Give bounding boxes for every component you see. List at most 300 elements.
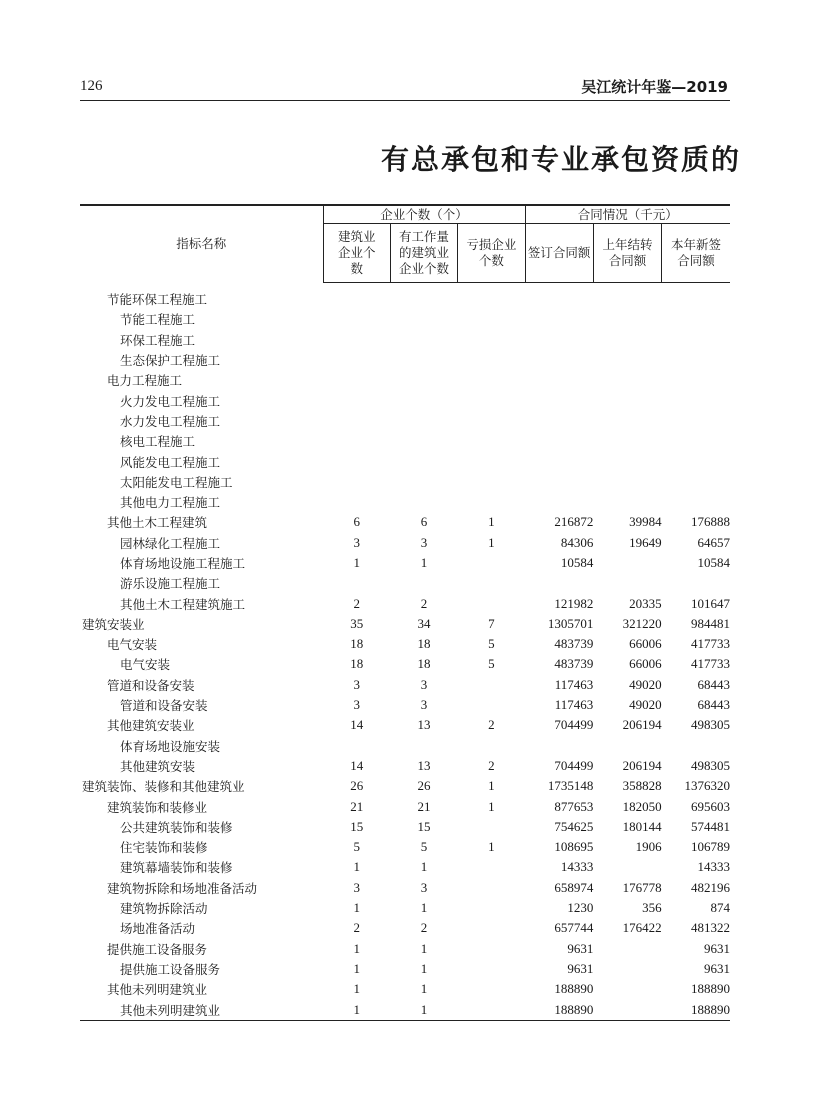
cell-construction-enterprises: 1 (323, 999, 390, 1020)
cell-new-this-year: 101647 (691, 595, 730, 611)
cell-construction-enterprises: 18 (350, 636, 364, 652)
cell-construction-enterprises: 3 (353, 879, 360, 895)
cell-signed-contracts: 188890 (554, 981, 594, 997)
cell-carried-over (593, 939, 661, 959)
header-new-this-year: 本年新签合同额 (662, 224, 730, 283)
cell-signed-contracts: 1305701 (547, 615, 594, 631)
cell-new-this-year: 498305 (691, 757, 730, 773)
cell-carried-over: 182050 (622, 798, 662, 814)
table-row (80, 979, 730, 999)
cell-construction-enterprises: 3 (353, 676, 360, 692)
cell-loss-making (458, 390, 525, 410)
cell-carried-over (593, 736, 661, 756)
cell-signed-contracts: 14333 (560, 859, 594, 875)
cell-signed-contracts (525, 451, 593, 471)
cell-with-workload (390, 492, 457, 512)
table-row (80, 776, 730, 796)
cell-construction-enterprises (323, 390, 390, 410)
table-row (80, 533, 730, 553)
row-indicator-name: 生态保护工程施工 (120, 353, 221, 369)
cell-with-workload: 3 (420, 879, 428, 895)
cell-carried-over (593, 999, 661, 1020)
cell-construction-enterprises: 2 (353, 920, 360, 936)
cell-carried-over (593, 370, 661, 390)
cell-loss-making: 1 (488, 534, 495, 550)
row-indicator-name: 体育场地设施工程施工 (120, 556, 246, 571)
cell-carried-over: 206194 (622, 717, 662, 733)
cell-loss-making (458, 309, 525, 329)
row-indicator-name: 游乐设施工程施工 (120, 576, 221, 592)
cell-signed-contracts (525, 330, 593, 350)
cell-construction-enterprises (323, 330, 390, 350)
cell-carried-over (593, 472, 661, 492)
cell-new-this-year (662, 330, 730, 350)
cell-new-this-year (662, 472, 730, 492)
header-construction-enterprises: 建筑业企业个数 (323, 224, 390, 283)
cell-loss-making: 2 (488, 717, 495, 733)
cell-carried-over (593, 350, 661, 370)
cell-new-this-year: 874 (710, 900, 730, 916)
row-indicator-name: 电气安装 (120, 657, 171, 673)
row-indicator-name: 管道和设备安装 (120, 698, 208, 714)
cell-construction-enterprises (323, 573, 390, 593)
table-row (80, 999, 730, 1020)
cell-with-workload: 6 (420, 514, 428, 530)
cell-carried-over (593, 979, 661, 999)
cell-loss-making (458, 370, 525, 390)
table-row (80, 472, 730, 492)
row-indicator-name: 建筑装饰、装修和其他建筑业 (82, 779, 245, 795)
cell-carried-over: 356 (642, 900, 662, 916)
table-row (80, 959, 730, 979)
cell-construction-enterprises: 1 (353, 859, 360, 875)
row-indicator-name: 体育场地设施安装 (120, 738, 221, 754)
row-indicator-name: 环保工程施工 (120, 332, 196, 348)
cell-with-workload (390, 411, 457, 431)
cell-construction-enterprises: 15 (350, 818, 364, 834)
table-row (80, 695, 730, 715)
table-row (80, 715, 730, 735)
cell-new-this-year: 481322 (691, 920, 730, 936)
cell-signed-contracts: 9631 (567, 940, 594, 956)
cell-new-this-year: 574481 (691, 818, 730, 834)
row-indicator-name: 提供施工设备服务 (107, 941, 208, 957)
cell-signed-contracts: 117463 (554, 697, 594, 713)
cell-new-this-year (662, 451, 730, 471)
cell-with-workload (390, 736, 457, 756)
cell-construction-enterprises: 1 (353, 981, 360, 997)
cell-with-workload (390, 472, 457, 492)
cell-carried-over (593, 309, 661, 329)
cell-loss-making: 2 (488, 757, 495, 773)
row-indicator-name: 场地准备活动 (120, 921, 196, 937)
cell-construction-enterprises (323, 472, 390, 492)
cell-signed-contracts: 754625 (554, 818, 594, 834)
cell-carried-over: 49020 (629, 676, 662, 692)
cell-construction-enterprises: 14 (350, 757, 364, 773)
cell-new-this-year: 176888 (691, 514, 730, 530)
cell-signed-contracts: 657744 (554, 920, 594, 936)
cell-construction-enterprises: 35 (350, 615, 364, 631)
cell-carried-over (593, 857, 661, 877)
header-rule (80, 100, 730, 101)
cell-new-this-year: 188890 (691, 981, 730, 997)
table-row (80, 411, 730, 431)
table-row (80, 796, 730, 816)
cell-carried-over (593, 390, 661, 410)
cell-construction-enterprises: 1 (353, 960, 360, 976)
cell-new-this-year (662, 431, 730, 451)
cell-loss-making (458, 283, 525, 310)
row-indicator-name: 其他未列明建筑业 (80, 999, 323, 1020)
cell-construction-enterprises: 6 (353, 514, 360, 530)
cell-carried-over: 39984 (629, 514, 662, 530)
cell-with-workload: 3 (420, 534, 428, 550)
cell-loss-making (458, 959, 525, 979)
row-indicator-name: 建筑物拆除活动 (120, 901, 208, 917)
cell-signed-contracts: 117463 (554, 676, 594, 692)
table-row (80, 756, 730, 776)
row-indicator-name: 其他建筑安装业 (107, 718, 195, 734)
cell-signed-contracts: 188890 (525, 999, 593, 1020)
cell-carried-over: 176422 (622, 920, 662, 936)
cell-new-this-year (662, 411, 730, 431)
row-indicator-name: 火力发电工程施工 (120, 393, 221, 409)
row-indicator-name: 建筑物拆除和场地准备活动 (107, 880, 258, 896)
cell-with-workload: 13 (417, 757, 431, 773)
row-indicator-name: 电力工程施工 (107, 373, 183, 389)
cell-carried-over (593, 283, 661, 310)
cell-signed-contracts: 9631 (567, 960, 594, 976)
cell-new-this-year: 9631 (704, 960, 730, 976)
cell-construction-enterprises (323, 370, 390, 390)
cell-with-workload: 1 (420, 940, 428, 956)
table-row (80, 614, 730, 634)
table-row (80, 593, 730, 613)
table-row (80, 309, 730, 329)
cell-carried-over: 66006 (629, 656, 662, 672)
cell-with-workload (390, 390, 457, 410)
header-group-contracts: 合同情况（千元） (525, 205, 730, 224)
row-indicator-name: 水力发电工程施工 (120, 413, 221, 429)
cell-construction-enterprises: 5 (353, 839, 360, 855)
cell-construction-enterprises: 26 (350, 778, 364, 794)
cell-with-workload: 2 (420, 920, 428, 936)
table-row (80, 330, 730, 350)
cell-carried-over: 206194 (622, 757, 662, 773)
row-indicator-name: 节能工程施工 (120, 312, 196, 328)
cell-construction-enterprises: 3 (353, 534, 360, 550)
cell-loss-making (458, 979, 525, 999)
table-row (80, 939, 730, 959)
cell-loss-making (458, 817, 525, 837)
row-indicator-name: 其他土木工程建筑 (107, 515, 208, 531)
cell-with-workload: 3 (420, 697, 428, 713)
cell-carried-over: 49020 (629, 697, 662, 713)
cell-loss-making (458, 573, 525, 593)
row-indicator-name: 管道和设备安装 (107, 677, 195, 693)
cell-signed-contracts: 704499 (554, 757, 594, 773)
cell-carried-over (593, 330, 661, 350)
cell-with-workload: 1 (420, 900, 428, 916)
row-indicator-name: 提供施工设备服务 (120, 961, 221, 977)
cell-with-workload: 1 (390, 999, 457, 1020)
cell-construction-enterprises (323, 283, 390, 310)
table-row (80, 817, 730, 837)
header-signed-contracts: 签订合同额 (525, 224, 593, 283)
cell-signed-contracts (525, 472, 593, 492)
cell-loss-making (458, 695, 525, 715)
cell-construction-enterprises: 18 (350, 656, 364, 672)
cell-construction-enterprises: 1 (353, 940, 360, 956)
page-title: 有总承包和专业承包资质的 (380, 143, 741, 176)
cell-carried-over: 358828 (622, 778, 662, 794)
cell-loss-making (458, 472, 525, 492)
table-body (80, 283, 730, 1021)
cell-new-this-year: 10584 (697, 555, 730, 570)
cell-with-workload: 21 (417, 798, 431, 814)
cell-construction-enterprises: 3 (353, 697, 360, 713)
header-group-enterprises: 企业个数（个） (323, 205, 525, 224)
cell-signed-contracts: 483739 (554, 636, 594, 652)
cell-loss-making (458, 939, 525, 959)
cell-loss-making (458, 492, 525, 512)
cell-with-workload (390, 283, 457, 310)
running-header: 吴江统计年鉴—2019 (581, 78, 728, 96)
cell-carried-over: 1906 (635, 839, 662, 855)
cell-loss-making (458, 593, 525, 613)
cell-with-workload (390, 451, 457, 471)
cell-with-workload: 1 (420, 960, 428, 976)
row-indicator-name: 建筑装饰和装修业 (107, 799, 208, 815)
cell-carried-over: 176778 (622, 879, 662, 895)
cell-construction-enterprises: 1 (353, 555, 360, 570)
table-row (80, 573, 730, 593)
cell-new-this-year: 9631 (704, 940, 730, 956)
cell-loss-making (458, 999, 525, 1020)
table-row (80, 512, 730, 532)
cell-with-workload (390, 350, 457, 370)
table-row (80, 837, 730, 857)
cell-loss-making: 1 (488, 798, 495, 814)
row-indicator-name: 建筑幕墙装饰和装修 (120, 860, 233, 876)
cell-construction-enterprises: 21 (350, 798, 364, 814)
cell-construction-enterprises (323, 309, 390, 329)
cell-carried-over (593, 492, 661, 512)
cell-with-workload (390, 370, 457, 390)
cell-signed-contracts (525, 492, 593, 512)
cell-new-this-year: 984481 (691, 615, 730, 631)
cell-signed-contracts (525, 431, 593, 451)
cell-construction-enterprises (323, 736, 390, 756)
cell-new-this-year: 482196 (691, 879, 730, 895)
cell-loss-making (458, 411, 525, 431)
cell-loss-making: 7 (488, 615, 495, 631)
table-row (80, 736, 730, 756)
cell-with-workload: 34 (417, 615, 431, 631)
cell-new-this-year: 68443 (697, 676, 730, 692)
row-indicator-name: 电气安装 (107, 637, 158, 653)
cell-new-this-year: 417733 (691, 636, 730, 652)
cell-loss-making (458, 857, 525, 877)
cell-carried-over: 19649 (629, 534, 662, 550)
cell-with-workload (390, 573, 457, 593)
row-indicator-name: 其他未列明建筑业 (107, 982, 208, 998)
cell-signed-contracts: 121982 (554, 595, 594, 611)
cell-with-workload: 1 (420, 981, 428, 997)
cell-carried-over (593, 959, 661, 979)
header-loss-making: 亏损企业个数 (458, 224, 525, 283)
table-row (80, 857, 730, 877)
cell-with-workload: 18 (417, 636, 431, 652)
statistics-table (80, 204, 730, 1021)
cell-construction-enterprises (323, 411, 390, 431)
cell-signed-contracts: 483739 (554, 656, 594, 672)
table-row (80, 283, 730, 310)
cell-signed-contracts (525, 573, 593, 593)
cell-signed-contracts (525, 309, 593, 329)
cell-new-this-year: 695603 (691, 798, 730, 814)
row-indicator-name: 公共建筑装饰和装修 (120, 819, 233, 835)
cell-signed-contracts (525, 736, 593, 756)
cell-signed-contracts (525, 390, 593, 410)
cell-carried-over: 20335 (629, 595, 662, 611)
cell-new-this-year: 68443 (697, 697, 730, 713)
cell-signed-contracts (525, 411, 593, 431)
cell-carried-over (593, 451, 661, 471)
header-with-workload: 有工作量的建筑业企业个数 (390, 224, 457, 283)
cell-loss-making (458, 898, 525, 918)
cell-with-workload (390, 309, 457, 329)
cell-with-workload: 5 (420, 839, 428, 855)
cell-with-workload (390, 431, 457, 451)
cell-with-workload: 26 (417, 778, 431, 794)
row-indicator-name: 其他建筑安装 (120, 758, 196, 774)
cell-loss-making: 1 (488, 839, 495, 855)
cell-new-this-year (662, 573, 730, 593)
cell-new-this-year: 64657 (697, 534, 730, 550)
cell-with-workload: 1 (420, 555, 428, 570)
cell-with-workload: 13 (417, 717, 431, 733)
row-indicator-name: 太阳能发电工程施工 (120, 474, 233, 490)
table-row (80, 654, 730, 674)
page-number: 126 (80, 78, 103, 94)
cell-signed-contracts: 704499 (554, 717, 594, 733)
cell-new-this-year (662, 390, 730, 410)
cell-carried-over: 66006 (629, 636, 662, 652)
cell-new-this-year (662, 736, 730, 756)
cell-signed-contracts: 84306 (560, 534, 594, 550)
cell-new-this-year (662, 283, 730, 310)
cell-construction-enterprises: 1 (353, 900, 360, 916)
cell-with-workload: 15 (417, 818, 431, 834)
table-row (80, 370, 730, 390)
cell-loss-making (458, 553, 525, 573)
cell-construction-enterprises (323, 431, 390, 451)
table-row (80, 675, 730, 695)
cell-loss-making: 1 (488, 514, 495, 530)
cell-signed-contracts: 1230 (567, 900, 594, 916)
table-row (80, 431, 730, 451)
cell-construction-enterprises (323, 492, 390, 512)
row-indicator-name: 建筑安装业 (82, 616, 145, 632)
row-indicator-name: 住宅装饰和装修 (120, 840, 208, 856)
cell-signed-contracts: 216872 (554, 514, 594, 530)
cell-signed-contracts: 108695 (554, 839, 594, 855)
cell-signed-contracts (525, 283, 593, 310)
cell-loss-making (458, 675, 525, 695)
cell-carried-over (593, 553, 661, 573)
cell-signed-contracts (525, 370, 593, 390)
cell-new-this-year: 498305 (691, 717, 730, 733)
cell-signed-contracts: 877653 (554, 798, 594, 814)
cell-loss-making: 5 (488, 636, 495, 652)
cell-new-this-year (662, 309, 730, 329)
cell-signed-contracts: 10584 (560, 555, 594, 570)
cell-new-this-year: 1376320 (684, 778, 730, 794)
cell-loss-making (458, 350, 525, 370)
cell-loss-making (458, 736, 525, 756)
cell-with-workload (390, 330, 457, 350)
cell-construction-enterprises: 14 (350, 717, 364, 733)
table-row (80, 492, 730, 512)
cell-carried-over (593, 431, 661, 451)
cell-loss-making: 1 (488, 778, 495, 794)
row-indicator-name: 核电工程施工 (120, 434, 196, 450)
cell-construction-enterprises: 2 (353, 595, 360, 611)
cell-new-this-year (662, 350, 730, 370)
cell-new-this-year (662, 370, 730, 390)
cell-construction-enterprises (323, 451, 390, 471)
cell-with-workload: 1 (420, 859, 428, 875)
cell-new-this-year: 417733 (691, 656, 730, 672)
cell-with-workload: 18 (417, 656, 431, 672)
cell-loss-making (458, 918, 525, 938)
table-row (80, 898, 730, 918)
row-indicator-name: 园林绿化工程施工 (120, 535, 221, 551)
cell-with-workload: 3 (420, 676, 428, 692)
cell-carried-over: 180144 (622, 818, 662, 834)
cell-loss-making (458, 330, 525, 350)
table-row (80, 634, 730, 654)
cell-new-this-year: 106789 (691, 839, 730, 855)
header-carried-over: 上年结转合同额 (593, 224, 661, 283)
cell-signed-contracts: 1735148 (547, 778, 594, 794)
row-indicator-name: 其他土木工程建筑施工 (120, 596, 246, 612)
cell-carried-over: 321220 (622, 615, 662, 631)
cell-carried-over (593, 411, 661, 431)
table-row (80, 390, 730, 410)
table-row (80, 451, 730, 471)
cell-loss-making: 5 (488, 656, 495, 672)
cell-new-this-year (662, 492, 730, 512)
cell-new-this-year: 14333 (697, 859, 730, 875)
cell-signed-contracts: 658974 (554, 879, 594, 895)
cell-carried-over (593, 573, 661, 593)
cell-loss-making (458, 451, 525, 471)
table-row (80, 350, 730, 370)
cell-loss-making (458, 431, 525, 451)
cell-with-workload: 2 (420, 595, 428, 611)
cell-loss-making (458, 878, 525, 898)
row-indicator-name: 风能发电工程施工 (120, 454, 221, 470)
cell-signed-contracts (525, 350, 593, 370)
cell-new-this-year: 188890 (662, 999, 730, 1020)
row-indicator-name: 节能环保工程施工 (107, 291, 208, 307)
header-indicator: 指标名称 (80, 205, 323, 283)
table-row (80, 918, 730, 938)
table-row (80, 553, 730, 573)
